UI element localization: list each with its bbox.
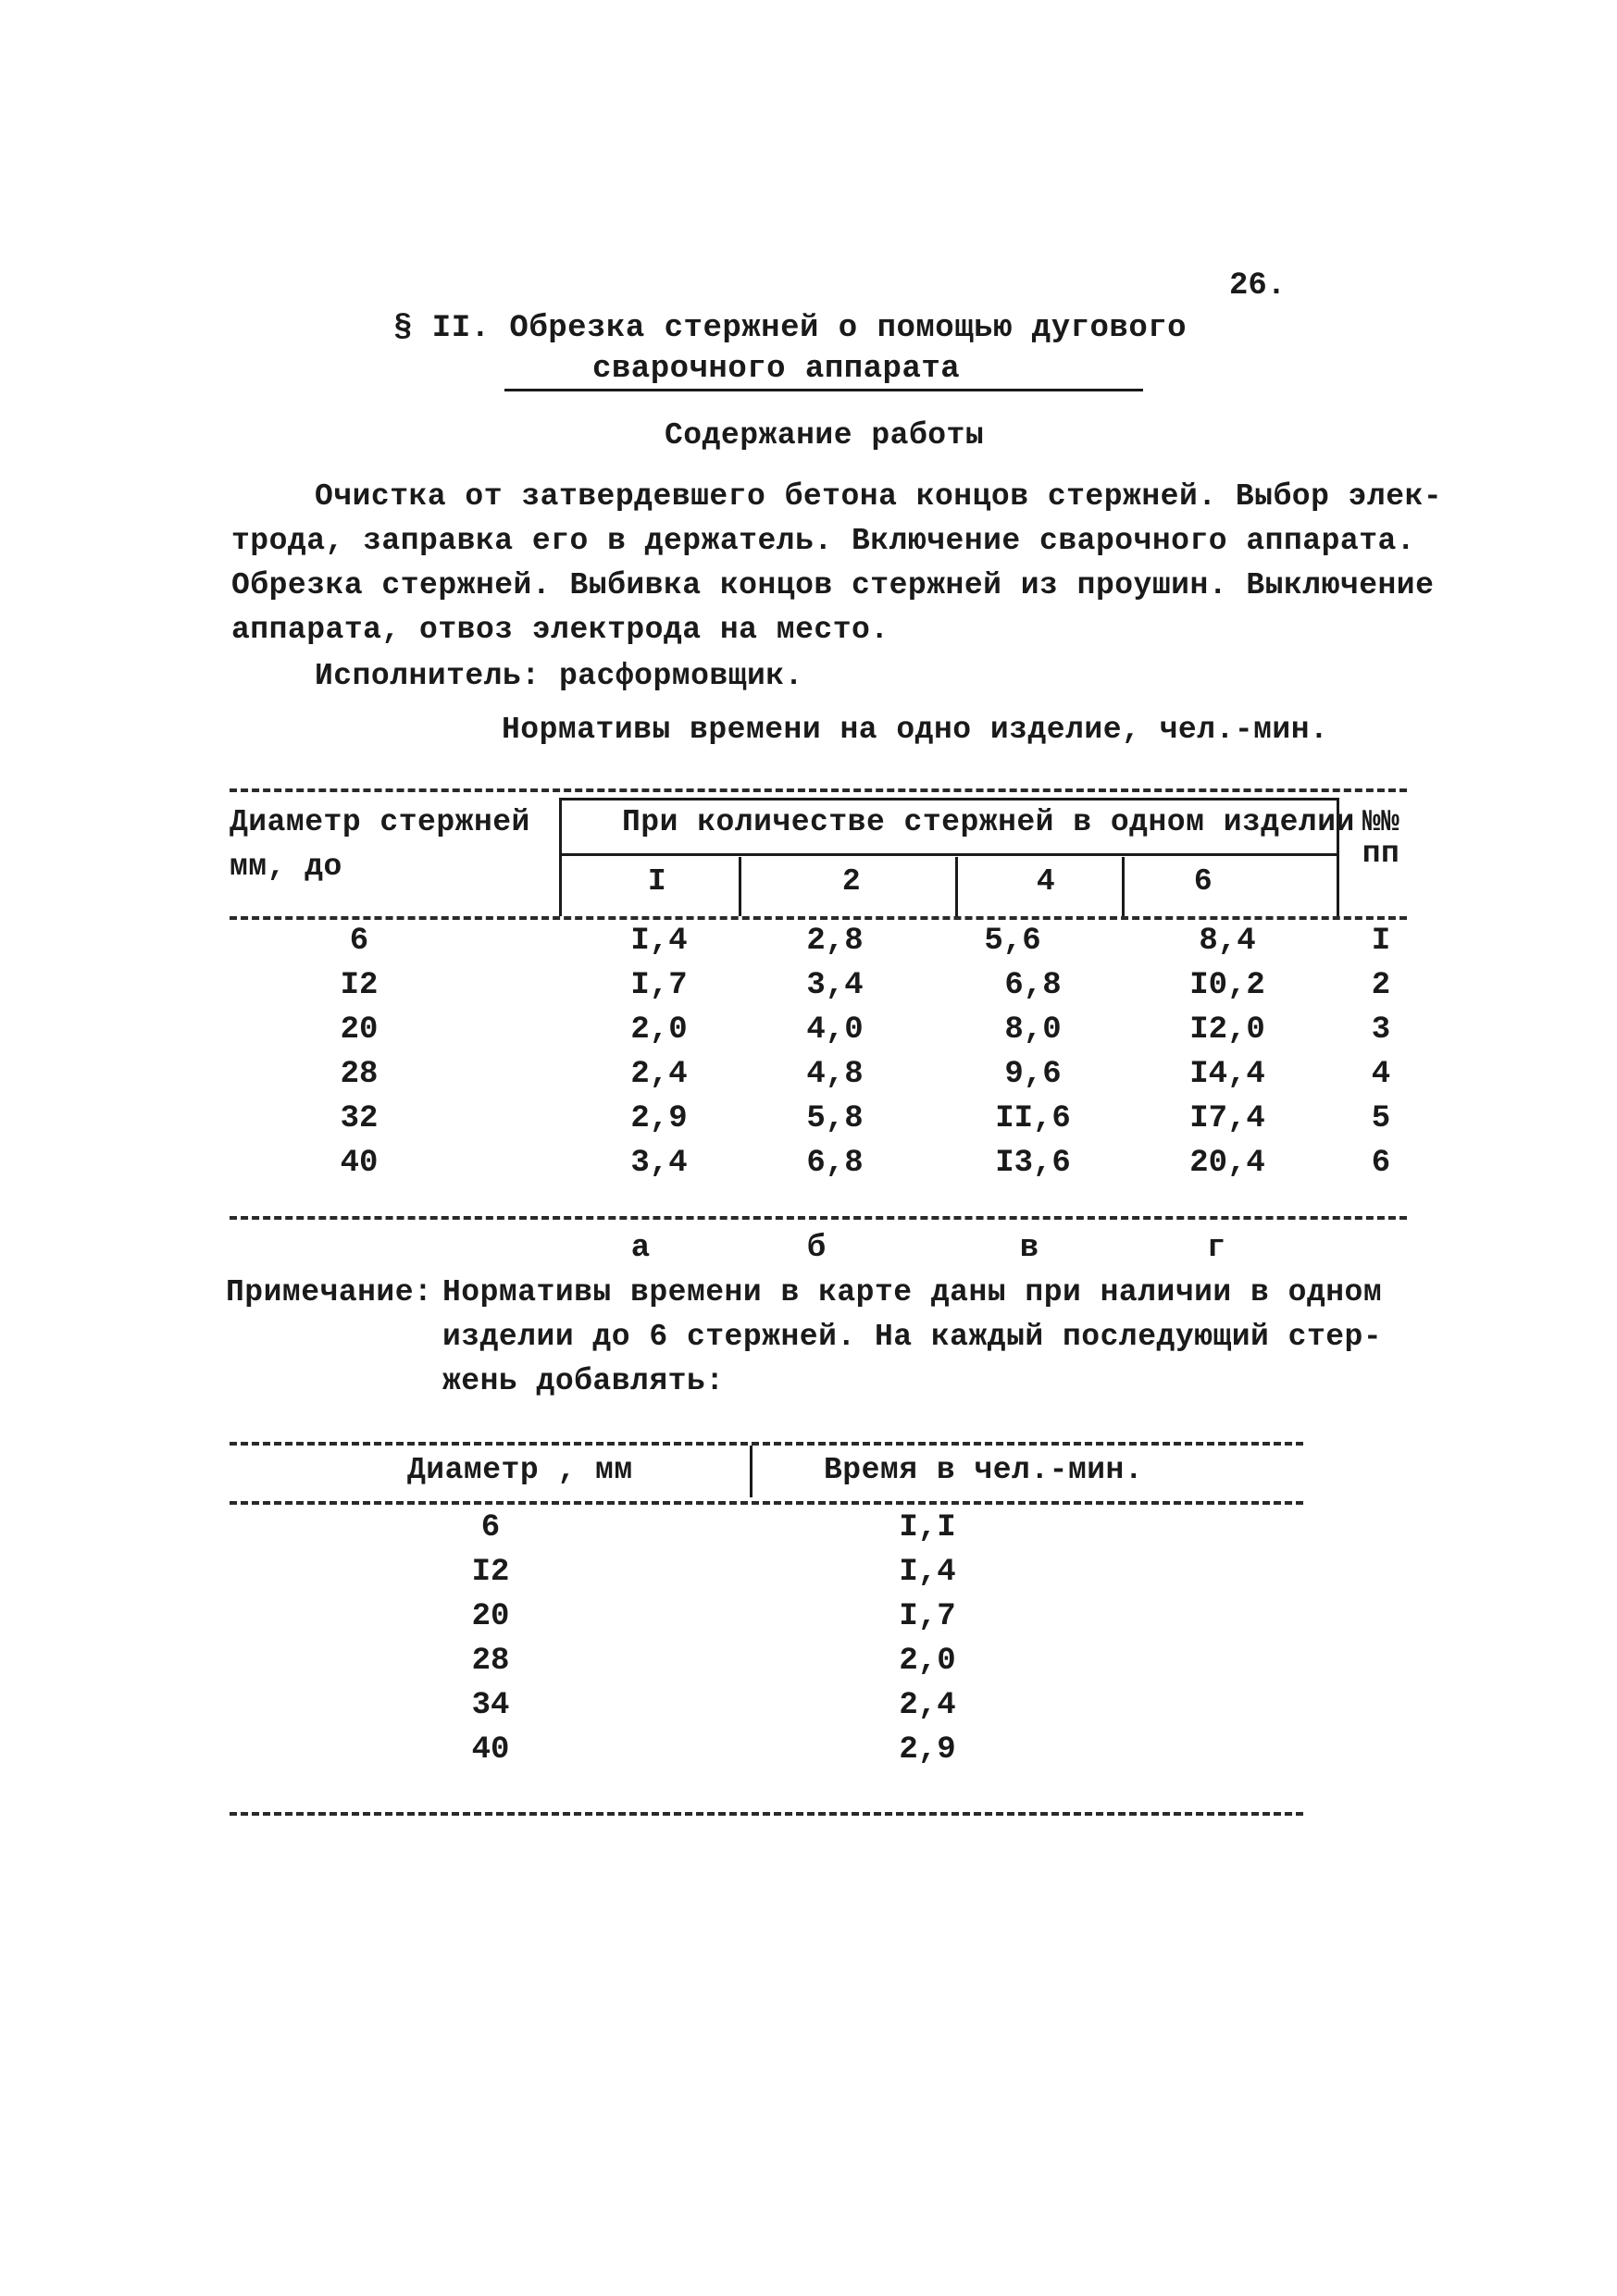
table1-cell-v6: 20,4 xyxy=(1189,1146,1265,1181)
table1-cell-num: I xyxy=(1371,924,1391,959)
page-number: 26. xyxy=(1229,268,1287,304)
table1-letter-g: г xyxy=(1206,1231,1226,1266)
note-line-2: изделии до 6 стержней. На каждый последующий стер- xyxy=(442,1320,1383,1354)
table2-header-divider xyxy=(750,1446,753,1497)
table1-cell-diameter: I2 xyxy=(340,968,379,1003)
title-underline xyxy=(504,389,1143,391)
table1-cell-num: 2 xyxy=(1371,968,1391,1003)
table2-header-rule xyxy=(230,1501,1303,1505)
table1-cell-num: 3 xyxy=(1371,1012,1391,1048)
table2-cell-diameter: 6 xyxy=(480,1510,501,1545)
norms-caption: Нормативы времени на одно изделие, чел.-мин. xyxy=(502,713,1329,747)
table1-cell-v4: 8,0 xyxy=(1004,1012,1062,1048)
table1-cell-v6: I4,4 xyxy=(1189,1057,1265,1092)
table1-cell-v6: I7,4 xyxy=(1189,1101,1265,1136)
table1-group-top-line xyxy=(559,798,1337,800)
table2-cell-time: I,4 xyxy=(899,1555,956,1590)
table1-cell-v2: 3,4 xyxy=(806,968,864,1003)
table1-subheader-4: 6 xyxy=(1193,864,1213,899)
table1-cell-diameter: 6 xyxy=(349,924,369,959)
table1-subheader-3: 4 xyxy=(1036,864,1056,899)
table1-cell-v2: 2,8 xyxy=(806,924,864,959)
table1-cell-v1: I,7 xyxy=(630,968,688,1003)
table1-cell-diameter: 28 xyxy=(340,1057,379,1092)
table1-letter-b: б xyxy=(806,1231,827,1266)
table2-cell-time: I,7 xyxy=(899,1599,956,1634)
table1-col-diameter-header-line2: мм, до xyxy=(230,850,342,884)
table2-header-diameter: Диаметр , мм xyxy=(407,1453,633,1487)
table1-letter-a: а xyxy=(630,1231,651,1266)
table2-cell-diameter: 40 xyxy=(471,1732,510,1768)
table1-cell-v4: 5,6 xyxy=(984,924,1041,959)
table2-bottom-rule xyxy=(230,1812,1303,1816)
table1-group-mid-line xyxy=(559,853,1337,856)
table2-cell-time: I,I xyxy=(899,1510,956,1545)
table1-cell-v4: I3,6 xyxy=(995,1146,1071,1181)
table1-cell-v6: I0,2 xyxy=(1189,968,1265,1003)
note-line-3: жень добавлять: xyxy=(442,1364,725,1398)
table1-cell-v2: 5,8 xyxy=(806,1101,864,1136)
table1-cell-diameter: 20 xyxy=(340,1012,379,1048)
table2-cell-time: 2,0 xyxy=(899,1644,956,1679)
paragraph-line-3: Обрезка стержней. Выбивка концов стержней из проушин. Выключение xyxy=(231,568,1435,602)
table1-left-bracket xyxy=(559,798,562,916)
table1-cell-diameter: 32 xyxy=(340,1101,379,1136)
table1-subheader-1: I xyxy=(647,864,667,899)
table1-letter-v: в xyxy=(1019,1231,1039,1266)
table1-cell-num: 4 xyxy=(1371,1057,1391,1092)
table1-cell-v1: 2,9 xyxy=(630,1101,688,1136)
table1-cell-v6: 8,4 xyxy=(1199,924,1256,959)
table2-header-time: Время в чел.-мин. xyxy=(824,1453,1144,1487)
table1-cell-v1: 2,4 xyxy=(630,1057,688,1092)
table1-group-header: При количестве стержней в одном изделии xyxy=(622,805,1355,839)
table1-cell-v6: I2,0 xyxy=(1189,1012,1265,1048)
table2-cell-diameter: 20 xyxy=(471,1599,510,1634)
paragraph-line-4: аппарата, отвоз электрода на место. xyxy=(231,613,889,647)
table1-cell-v4: II,6 xyxy=(995,1101,1071,1136)
table2-top-rule xyxy=(230,1442,1303,1446)
table1-cell-v4: 6,8 xyxy=(1004,968,1062,1003)
table1-sub-divider-2 xyxy=(955,857,958,916)
table1-num-header-line2: пп xyxy=(1362,837,1400,871)
table1-right-bracket xyxy=(1337,798,1339,916)
paragraph-line-1: Очистка от затвердевшего бетона концов стержней. Выбор элек- xyxy=(315,479,1443,514)
work-content-subtitle: Содержание работы xyxy=(665,418,985,453)
table1-col-diameter-header-line1: Диаметр стержней xyxy=(230,805,530,839)
table1-cell-v2: 6,8 xyxy=(806,1146,864,1181)
table1-cell-num: 6 xyxy=(1371,1146,1391,1181)
paragraph-line-2: трода, заправка его в держатель. Включение сварочного аппарата. xyxy=(231,524,1416,558)
table1-top-rule xyxy=(230,788,1407,792)
table2-cell-time: 2,4 xyxy=(899,1688,956,1723)
table2-cell-diameter: 28 xyxy=(471,1644,510,1679)
table1-cell-v1: 3,4 xyxy=(630,1146,688,1181)
table2-cell-diameter: I2 xyxy=(471,1555,510,1590)
table1-cell-v1: 2,0 xyxy=(630,1012,688,1048)
table1-header-rule xyxy=(230,916,1407,920)
note-label: Примечание: xyxy=(226,1275,433,1309)
table1-cell-num: 5 xyxy=(1371,1101,1391,1136)
section-title-line1: § II. Обрезка стержней о помощью дугового xyxy=(393,311,1188,346)
section-title-line2: сварочного аппарата xyxy=(592,352,961,387)
table1-cell-v1: I,4 xyxy=(630,924,688,959)
table1-sub-divider-1 xyxy=(739,857,741,916)
note-line-1: Нормативы времени в карте даны при наличии в одном xyxy=(442,1275,1383,1309)
table1-cell-v4: 9,6 xyxy=(1004,1057,1062,1092)
table1-cell-diameter: 40 xyxy=(340,1146,379,1181)
table1-cell-v2: 4,0 xyxy=(806,1012,864,1048)
table1-cell-v2: 4,8 xyxy=(806,1057,864,1092)
table2-cell-time: 2,9 xyxy=(899,1732,956,1768)
executor-line: Исполнитель: расформовщик. xyxy=(315,659,803,693)
table1-subheader-2: 2 xyxy=(841,864,862,899)
table2-cell-diameter: 34 xyxy=(471,1688,510,1723)
table1-num-header-line1: №№ xyxy=(1362,805,1400,839)
table1-bottom-rule xyxy=(230,1216,1407,1220)
